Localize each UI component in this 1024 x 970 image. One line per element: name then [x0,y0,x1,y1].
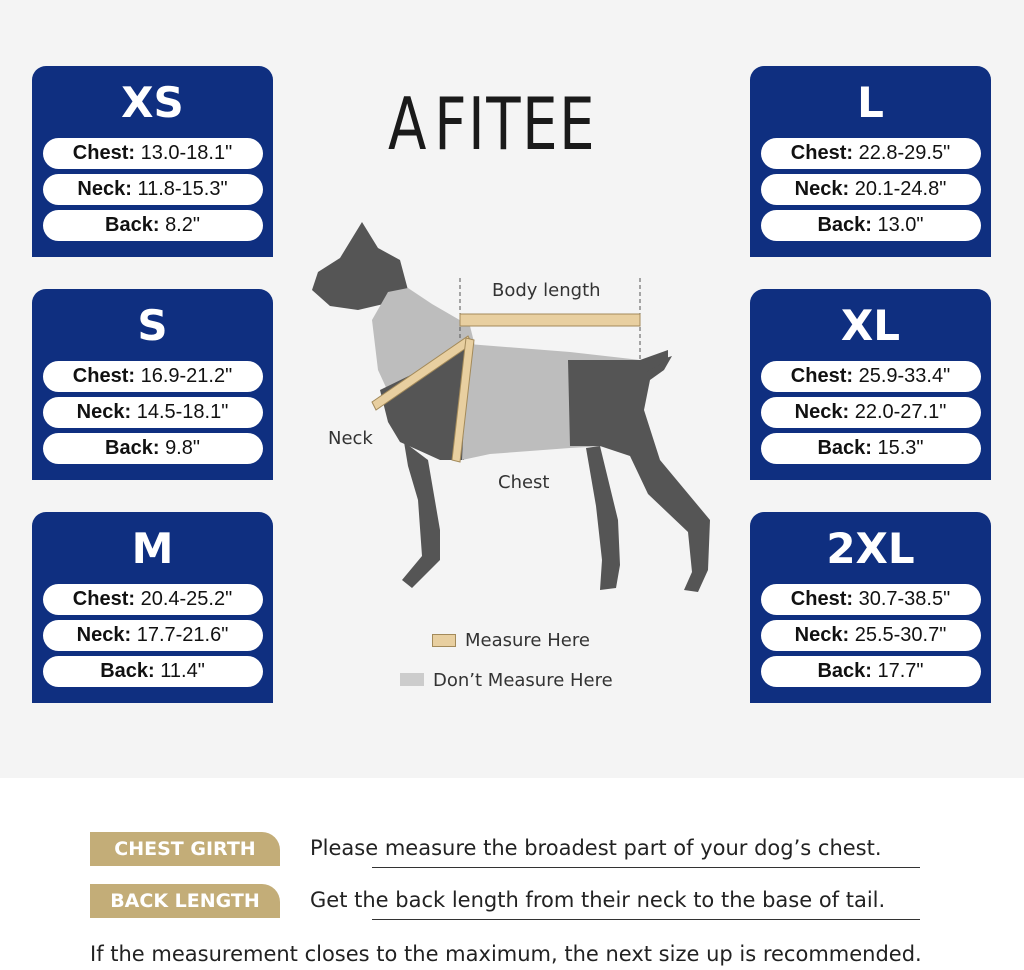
dog-hind-leg [586,446,620,590]
back-value: Back: 8.2" [43,210,263,241]
back-value: Back: 15.3" [761,433,981,464]
dont-measure-swatch-icon [400,673,424,686]
back-length-tag: BACK LENGTH [90,884,280,918]
logo-letter-a: A [388,82,428,166]
size-card-xs [32,66,273,257]
neck-value: Neck: 22.0-27.1" [761,397,981,428]
chest-value: Chest: 30.7-38.5" [761,584,981,615]
chest-girth-row [90,832,920,868]
neck-value: Neck: 20.1-24.8" [761,174,981,205]
chest-value: Chest: 22.8-29.5" [761,138,981,169]
dog-front-leg [402,442,440,588]
size-title: XL [840,301,901,350]
divider [372,867,920,868]
legend-measure-here: Measure Here [465,630,590,651]
brand-logo [388,78,597,170]
neck-label: Neck [328,428,373,449]
dog-hind [568,356,710,592]
chest-value: Chest: 13.0-18.1" [43,138,263,169]
neck-value: Neck: 17.7-21.6" [43,620,263,651]
chest-label: Chest [498,472,550,493]
chest-value: Chest: 16.9-21.2" [43,361,263,392]
size-recommendation-note: If the measurement closes to the maximum, the next size up is recommended. [90,942,922,966]
back-value: Back: 9.8" [43,433,263,464]
body-length-label: Body length [492,280,601,301]
size-title: L [857,78,884,127]
back-value: Back: 11.4" [43,656,263,687]
chest-value: Chest: 20.4-25.2" [43,584,263,615]
chest-value: Chest: 25.9-33.4" [761,361,981,392]
body-length-tape [460,314,640,326]
chest-girth-text: Please measure the broadest part of your dog’s chest. [310,836,882,860]
size-title: S [137,301,168,350]
neck-value: Neck: 25.5-30.7" [761,620,981,651]
back-value: Back: 13.0" [761,210,981,241]
size-card-l [750,66,991,257]
back-length-text: Get the back length from their neck to the base of tail. [310,888,886,912]
size-card-m [32,512,273,703]
legend-dont-measure: Don’t Measure Here [433,670,613,691]
back-value: Back: 17.7" [761,656,981,687]
neck-value: Neck: 11.8-15.3" [43,174,263,205]
size-card-2xl [750,512,991,703]
size-card-xl [750,289,991,480]
size-title: M [131,524,174,573]
dog-measurement-diagram [300,210,730,610]
neck-value: Neck: 14.5-18.1" [43,397,263,428]
size-title: 2XL [826,524,915,573]
back-length-row [90,884,920,920]
chest-girth-tag: CHEST GIRTH [90,832,280,866]
measure-here-swatch-icon [432,634,456,647]
size-card-s [32,289,273,480]
size-title: XS [121,78,184,127]
divider [372,919,920,920]
logo-letters: FITEE [434,82,597,166]
